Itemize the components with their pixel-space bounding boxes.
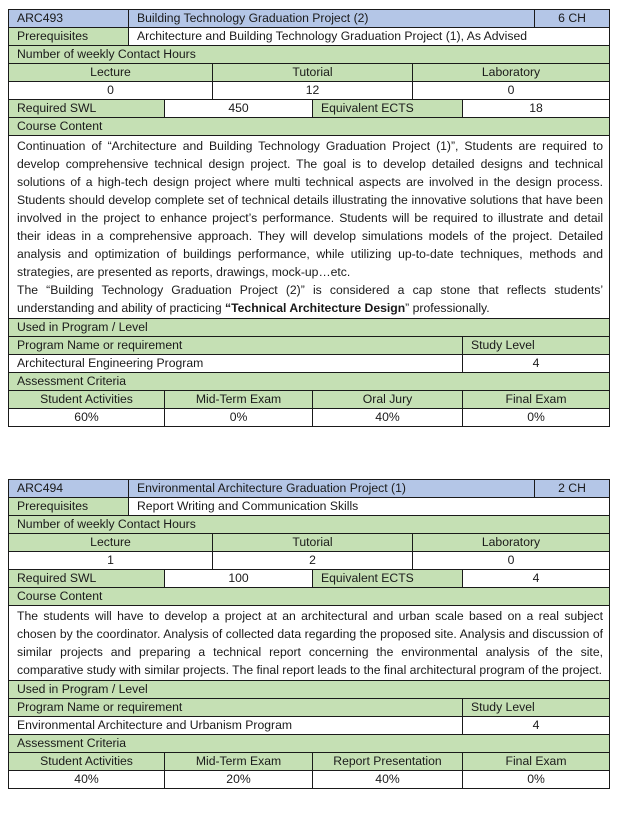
program-values-row [9,355,610,373]
assessment-header: Report Presentation [313,753,463,771]
content-row [9,606,610,681]
course-card-arc493 [8,9,609,427]
content-heading-row [9,118,610,136]
swl-value: 450 [165,100,313,118]
content-emphasis: “Technical Architecture Design [225,301,406,315]
assessment-header: Mid-Term Exam [165,391,313,409]
assessment-value: 40% [313,771,463,789]
course-code: ARC493 [9,10,129,28]
prerequisites-label: Prerequisites [9,498,129,516]
program-section-label: Used in Program / Level [9,681,610,699]
program-heading-row [9,319,610,337]
ects-value: 4 [463,570,610,588]
tutorial-hours: 2 [213,552,413,570]
contact-hours-header-row [9,64,610,82]
program-header: Program Name or requirement [9,337,463,355]
contact-hours-label: Number of weekly Contact Hours [9,46,610,64]
assessment-header: Final Exam [463,391,610,409]
study-level: 4 [463,355,610,373]
prerequisites-value: Architecture and Building Technology Graduation Project (1), As Advised [129,28,610,46]
content-paragraph [17,281,603,317]
swl-label: Required SWL [9,570,165,588]
ects-label: Equivalent ECTS [313,570,463,588]
contact-hours-values-row [9,82,610,100]
assessment-values-row [9,771,610,789]
credit-hours: 2 CH [535,480,610,498]
assessment-header: Student Activities [9,753,165,771]
contact-hours-values-row [9,552,610,570]
content-label: Course Content [9,118,610,136]
assessment-header-row [9,391,610,409]
course-content [9,136,610,319]
swl-label: Required SWL [9,100,165,118]
prerequisites-row [9,498,610,516]
course-table [8,479,610,789]
course-table [8,9,610,427]
tutorial-header: Tutorial [213,64,413,82]
laboratory-header: Laboratory [413,64,610,82]
lecture-hours: 1 [9,552,213,570]
assessment-header-row [9,753,610,771]
program-name: Environmental Architecture and Urbanism Program [9,717,463,735]
course-code: ARC494 [9,480,129,498]
assessment-heading-row [9,373,610,391]
swl-value: 100 [165,570,313,588]
contact-hours-label: Number of weekly Contact Hours [9,516,610,534]
program-name: Architectural Engineering Program [9,355,463,373]
lecture-header: Lecture [9,64,213,82]
swl-row [9,570,610,588]
content-text: ” professionally. [405,301,490,315]
program-section-label: Used in Program / Level [9,319,610,337]
prerequisites-row [9,28,610,46]
assessment-value: 60% [9,409,165,427]
assessment-header: Oral Jury [313,391,463,409]
program-heading-row [9,681,610,699]
assessment-values-row [9,409,610,427]
assessment-value: 40% [9,771,165,789]
credit-hours: 6 CH [535,10,610,28]
tutorial-hours: 12 [213,82,413,100]
prerequisites-label: Prerequisites [9,28,129,46]
content-label: Course Content [9,588,610,606]
contact-hours-header-row [9,534,610,552]
laboratory-hours: 0 [413,82,610,100]
swl-row [9,100,610,118]
assessment-label: Assessment Criteria [9,373,610,391]
content-paragraph: Continuation of “Architecture and Building Technology Graduation Project (1)”, Students are required to develop comprehensive technical design project. The goal is to develop detailed designs and technical solutions of a high-tech design project where multi technical aspects are involved in the design process. Students should develop complete set of technical details illustrating the innovative solutions that have been involved in the project to enhance project’s performance. Students will be required to illustrate and detail their ideas in a comprehensive approach. They will develop simulations models of the project. Detailed analysis and optimization of buildings performance, while utilizing up-to-date techniques, methods and strategies, are presented as reports, drawings, mock-up…etc. [17,139,604,279]
program-values-row [9,717,610,735]
lecture-hours: 0 [9,82,213,100]
course-title: Building Technology Graduation Project (2) [129,10,535,28]
assessment-header: Final Exam [463,753,610,771]
header-row [9,480,610,498]
assessment-value: 40% [313,409,463,427]
contact-hours-heading-row [9,46,610,64]
contact-hours-heading-row [9,516,610,534]
laboratory-header: Laboratory [413,534,610,552]
laboratory-hours: 0 [413,552,610,570]
header-row [9,10,610,28]
program-header: Program Name or requirement [9,699,463,717]
course-title: Environmental Architecture Graduation Project (1) [129,480,535,498]
assessment-heading-row [9,735,610,753]
assessment-value: 20% [165,771,313,789]
assessment-value: 0% [463,409,610,427]
content-row [9,136,610,319]
course-card-arc494 [8,479,609,789]
content-paragraph: The students will have to develop a project at an architectural and urban scale based on a real subject chosen by the coordinator. Analysis of collected data regarding the proposed site. Analysis and discussion of similar projects and preparing a technical report concerning the environmental analysis of the site, comparative study with similar projects. The final report leads to the final architectural program of the project. [17,609,603,677]
content-heading-row [9,588,610,606]
assessment-value: 0% [165,409,313,427]
tutorial-header: Tutorial [213,534,413,552]
program-header-row [9,337,610,355]
assessment-label: Assessment Criteria [9,735,610,753]
assessment-header: Student Activities [9,391,165,409]
prerequisites-value: Report Writing and Communication Skills [129,498,610,516]
lecture-header: Lecture [9,534,213,552]
ects-value: 18 [463,100,610,118]
course-content [9,606,610,681]
content-text: The “Building Technology Graduation Project (2)” is considered a cap stone that reflects students’ understanding and ability of practicing [17,283,604,315]
study-level: 4 [463,717,610,735]
ects-label: Equivalent ECTS [313,100,463,118]
level-header: Study Level [463,699,610,717]
assessment-header: Mid-Term Exam [165,753,313,771]
level-header: Study Level [463,337,610,355]
program-header-row [9,699,610,717]
assessment-value: 0% [463,771,610,789]
